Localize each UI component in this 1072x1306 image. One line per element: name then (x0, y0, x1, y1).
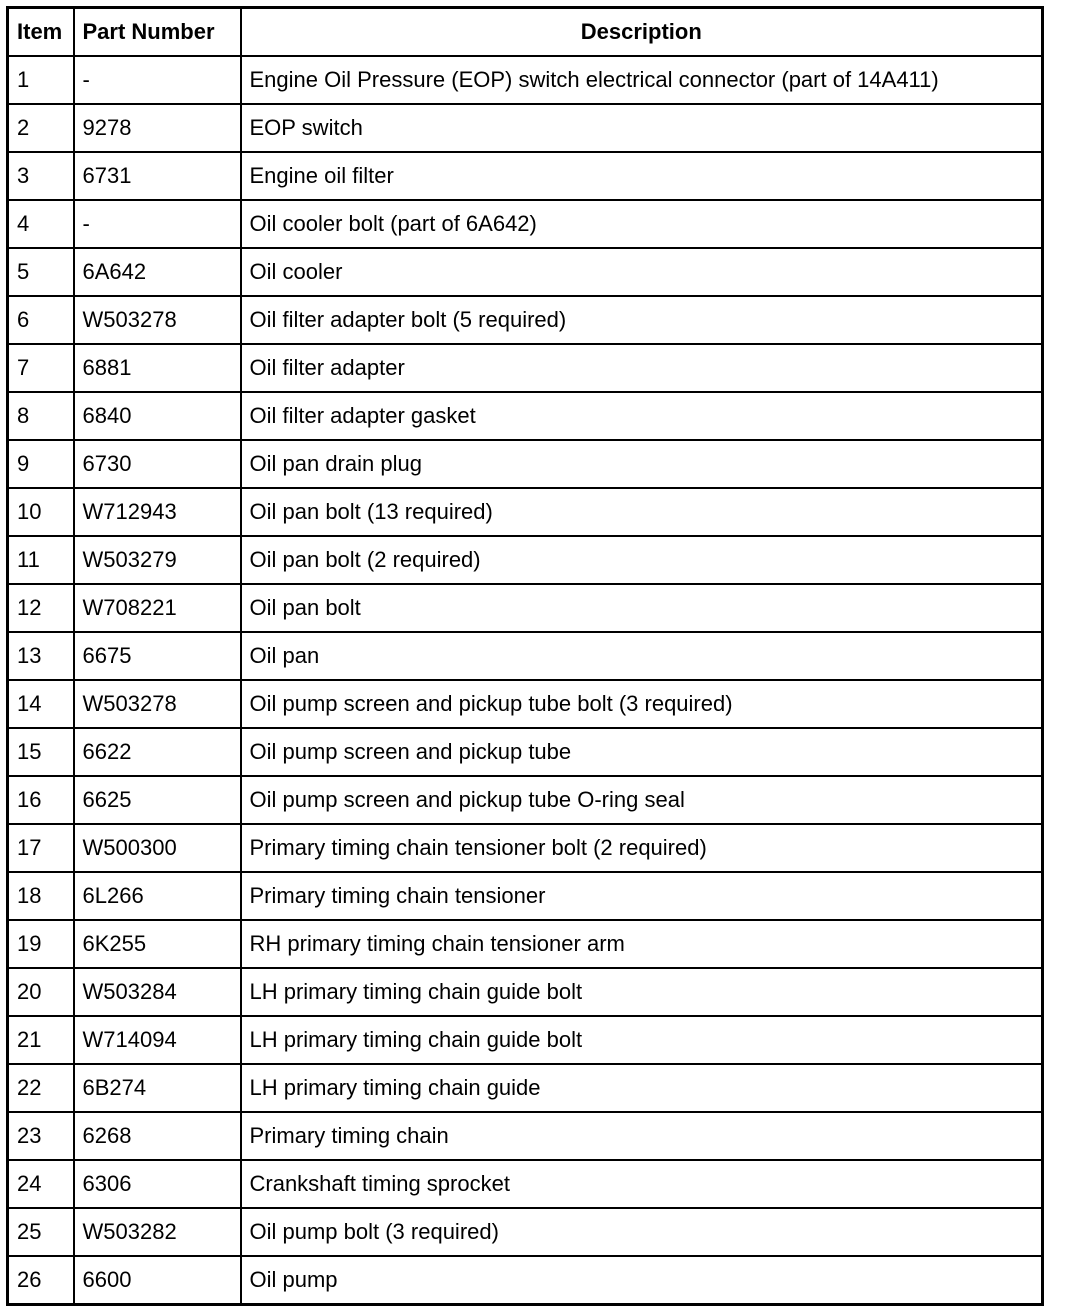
table-row (8, 248, 1043, 296)
cell-description: Crankshaft timing sprocket (241, 1160, 1043, 1208)
cell-part-number: W503278 (74, 680, 241, 728)
cell-part-number: 6731 (74, 152, 241, 200)
cell-part-number: W708221 (74, 584, 241, 632)
table-row (8, 104, 1043, 152)
cell-item: 15 (8, 728, 74, 776)
cell-item: 11 (8, 536, 74, 584)
table-row (8, 680, 1043, 728)
cell-description: Oil cooler (241, 248, 1043, 296)
cell-description: Primary timing chain tensioner bolt (2 required) (241, 824, 1043, 872)
cell-description: Oil pan bolt (13 required) (241, 488, 1043, 536)
table-row (8, 968, 1043, 1016)
cell-item: 24 (8, 1160, 74, 1208)
cell-part-number: W503284 (74, 968, 241, 1016)
cell-item: 1 (8, 56, 74, 104)
cell-part-number: 6881 (74, 344, 241, 392)
cell-description: Oil pan drain plug (241, 440, 1043, 488)
cell-item: 16 (8, 776, 74, 824)
cell-description: EOP switch (241, 104, 1043, 152)
table-row (8, 824, 1043, 872)
cell-part-number: 6622 (74, 728, 241, 776)
table-row (8, 1112, 1043, 1160)
cell-item: 26 (8, 1256, 74, 1305)
cell-description: Oil pump (241, 1256, 1043, 1305)
cell-item: 21 (8, 1016, 74, 1064)
table-body (8, 56, 1043, 1305)
table-row (8, 1256, 1043, 1305)
cell-description: Oil pump screen and pickup tube (241, 728, 1043, 776)
cell-part-number: 9278 (74, 104, 241, 152)
cell-description: Oil filter adapter bolt (5 required) (241, 296, 1043, 344)
cell-item: 5 (8, 248, 74, 296)
cell-part-number: 6730 (74, 440, 241, 488)
table-row (8, 344, 1043, 392)
cell-item: 18 (8, 872, 74, 920)
cell-item: 23 (8, 1112, 74, 1160)
cell-item: 14 (8, 680, 74, 728)
table-row (8, 632, 1043, 680)
cell-description: Primary timing chain (241, 1112, 1043, 1160)
cell-item: 9 (8, 440, 74, 488)
cell-part-number: 6306 (74, 1160, 241, 1208)
cell-part-number: 6A642 (74, 248, 241, 296)
table-row (8, 728, 1043, 776)
cell-description: Oil cooler bolt (part of 6A642) (241, 200, 1043, 248)
cell-item: 10 (8, 488, 74, 536)
cell-description: Engine Oil Pressure (EOP) switch electrical connector (part of 14A411) (241, 56, 1043, 104)
table-row (8, 872, 1043, 920)
header-item: Item (8, 8, 74, 57)
cell-part-number: W714094 (74, 1016, 241, 1064)
cell-description: Engine oil filter (241, 152, 1043, 200)
table-header (8, 8, 1043, 57)
cell-part-number: W500300 (74, 824, 241, 872)
table-row (8, 56, 1043, 104)
table-row (8, 200, 1043, 248)
cell-item: 20 (8, 968, 74, 1016)
cell-part-number: W503279 (74, 536, 241, 584)
cell-item: 12 (8, 584, 74, 632)
cell-part-number: 6675 (74, 632, 241, 680)
header-part-number: Part Number (74, 8, 241, 57)
cell-description: Oil filter adapter (241, 344, 1043, 392)
cell-item: 19 (8, 920, 74, 968)
cell-part-number: 6600 (74, 1256, 241, 1305)
cell-description: Oil pump bolt (3 required) (241, 1208, 1043, 1256)
table-row (8, 1208, 1043, 1256)
cell-item: 3 (8, 152, 74, 200)
table-row (8, 1016, 1043, 1064)
cell-description: Oil filter adapter gasket (241, 392, 1043, 440)
cell-part-number: 6B274 (74, 1064, 241, 1112)
cell-part-number: W503282 (74, 1208, 241, 1256)
cell-part-number: 6268 (74, 1112, 241, 1160)
cell-item: 25 (8, 1208, 74, 1256)
table-row (8, 296, 1043, 344)
cell-description: LH primary timing chain guide (241, 1064, 1043, 1112)
parts-table (6, 6, 1044, 1306)
cell-description: RH primary timing chain tensioner arm (241, 920, 1043, 968)
table-row (8, 536, 1043, 584)
cell-part-number: W503278 (74, 296, 241, 344)
cell-part-number: 6K255 (74, 920, 241, 968)
cell-item: 4 (8, 200, 74, 248)
cell-description: Oil pan (241, 632, 1043, 680)
table-row (8, 584, 1043, 632)
cell-part-number: 6840 (74, 392, 241, 440)
cell-item: 6 (8, 296, 74, 344)
table-row (8, 152, 1043, 200)
cell-item: 2 (8, 104, 74, 152)
table-row (8, 392, 1043, 440)
cell-description: Oil pan bolt (241, 584, 1043, 632)
cell-part-number: - (74, 56, 241, 104)
cell-item: 22 (8, 1064, 74, 1112)
cell-item: 7 (8, 344, 74, 392)
table-row (8, 920, 1043, 968)
table-row (8, 1064, 1043, 1112)
cell-item: 8 (8, 392, 74, 440)
header-row (8, 8, 1043, 57)
cell-description: Oil pump screen and pickup tube O-ring seal (241, 776, 1043, 824)
cell-description: Oil pump screen and pickup tube bolt (3 required) (241, 680, 1043, 728)
cell-part-number: - (74, 200, 241, 248)
cell-description: Primary timing chain tensioner (241, 872, 1043, 920)
cell-description: LH primary timing chain guide bolt (241, 1016, 1043, 1064)
cell-item: 17 (8, 824, 74, 872)
table-row (8, 440, 1043, 488)
table-row (8, 488, 1043, 536)
cell-part-number: W712943 (74, 488, 241, 536)
header-description: Description (241, 8, 1043, 57)
table-row (8, 1160, 1043, 1208)
cell-item: 13 (8, 632, 74, 680)
cell-part-number: 6L266 (74, 872, 241, 920)
cell-description: LH primary timing chain guide bolt (241, 968, 1043, 1016)
cell-part-number: 6625 (74, 776, 241, 824)
table-row (8, 776, 1043, 824)
cell-description: Oil pan bolt (2 required) (241, 536, 1043, 584)
